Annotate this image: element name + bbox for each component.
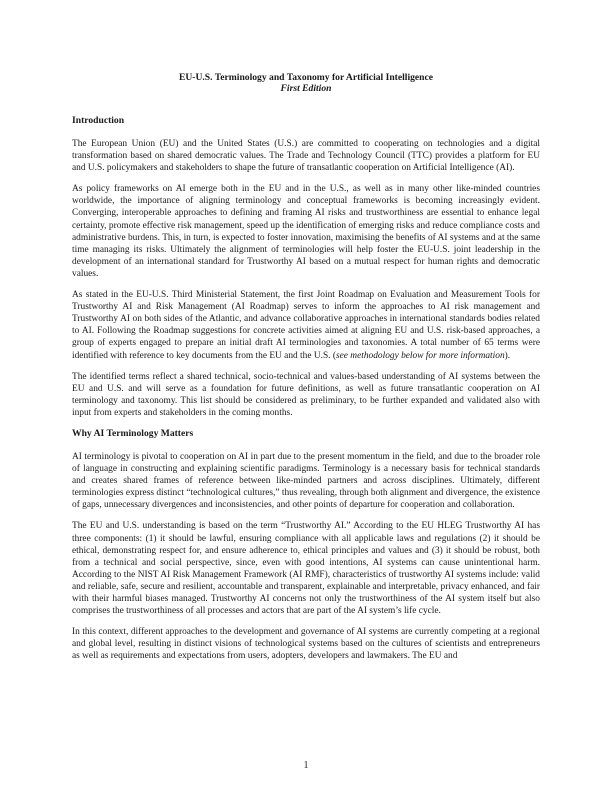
paragraph-text: As stated in the EU-U.S. Third Ministerial Statement, the first Joint Roadmap on Evaluation and Measurement Tools for Trustworthy AI and Risk Management (AI Roadmap) serves to inform the approaches to AI risk management and Trustworthy AI on both sides of the Atlantic, and advance collaborative approaches in international standards bodies related to AI. Following the Roadmap suggestions for concrete activities aimed at aligning EU and U.S. risk-based approaches, a group of experts engaged to prepare an initial draft AI terminologies and taxonomies. A total number of 65 terms were identified with reference to key documents from the EU and the U.S. ( bbox=[72, 290, 540, 361]
paragraph bbox=[72, 289, 540, 362]
section-heading-why-ai-terminology: Why AI Terminology Matters bbox=[72, 427, 194, 439]
note-close: ). bbox=[504, 350, 511, 361]
paragraph: As policy frameworks on AI emerge both in the EU and in the U.S., as well as in many other like-minded countries worldwide, the importance of aligning terminology and conceptual frameworks is becoming increasingly evident. Converging, interoperable approaches to defining and framing AI risks and trustworthiness are essential to enhance legal certainty, promote effective risk management, speed up the identification of emerging risks and reduce compliance costs and administrative burdens. This, in turn, is expected to foster innovation, maximising the benefits of AI systems and at the same time managing its risks. Ultimately the alignment of terminologies will help foster the EU-U.S. joint leadership in the development of an international standard for Trustworthy AI based on a mutual respect for human rights and democratic values. bbox=[72, 184, 540, 279]
paragraph: In this context, different approaches to the development and governance of AI systems are currently competing at a regional and global level, resulting in distinct visions of technological systems based on the cultures of scientists and entrepreneurs as well as requirements and expectations from users, adopters, developers and lawmakers. The EU and bbox=[72, 627, 540, 662]
paragraph: The EU and U.S. understanding is based on the term “Trustworthy AI.” According to the EU HLEG Trustworthy AI has three components: (1) it should be lawful, ensuring compliance with all applicable laws and regulations (2) it should be ethical, demonstrating respect for, and ensure adherence to, ethical principles and values and (3) it should be robust, both from a technical and social perspective, since, even with good intentions, AI systems can cause unintentional harm. According to the NIST AI Risk Management Framework (AI RMF), characteristics of trustworthy AI systems include: valid and reliable, safe, secure and resilient, accountable and transparent, explainable and interpretable, privacy enhanced, and fair with their harmful biases managed. Trustworthy AI concerns not only the trustworthiness of the AI system itself but also comprises the trustworthiness of all processes and actors that are part of the AI system’s life cycle. bbox=[72, 521, 540, 617]
page-number: 1 bbox=[303, 760, 309, 771]
methodology-note: see methodology below for more information bbox=[335, 350, 505, 361]
document-title: EU-U.S. Terminology and Taxonomy for Artificial Intelligence bbox=[178, 72, 434, 83]
document-subtitle: First Edition bbox=[280, 83, 332, 94]
paragraph: The European Union (EU) and the United States (U.S.) are committed to cooperating on technologies and a digital transformation based on shared democratic values. The Trade and Technology Council (TTC) provides a platform for EU and U.S. policymakers and stakeholders to shape the future of transatlantic cooperation on Artificial Intelligence (AI). bbox=[72, 139, 540, 174]
section-heading-introduction: Introduction bbox=[72, 115, 125, 126]
paragraph: AI terminology is pivotal to cooperation on AI in part due to the present momentum in the field, and due to the broader role of language in constructing and explaining scientific paradigms. Terminology is a necessary basis for technical standards and creates shared frames of reference between like-minded partners and across disciplines. Ultimately, different terminologies express distinct “technological cultures,” thus revealing, through both alignment and divergence, the existence of gaps, unnecessary divergences and inconsistencies, and other points of departure for cooperation and collaboration. bbox=[72, 451, 540, 511]
document-body bbox=[72, 115, 540, 671]
paragraph: The identified terms reflect a shared technical, socio-technical and values-based understanding of AI systems between the EU and U.S. and will serve as a foundation for future definitions, as well as future transatlantic cooperation on AI terminology and taxonomy. This list should be considered as preliminary, to be further expanded and validated also with input from experts and stakeholders in the coming months. bbox=[72, 371, 540, 418]
